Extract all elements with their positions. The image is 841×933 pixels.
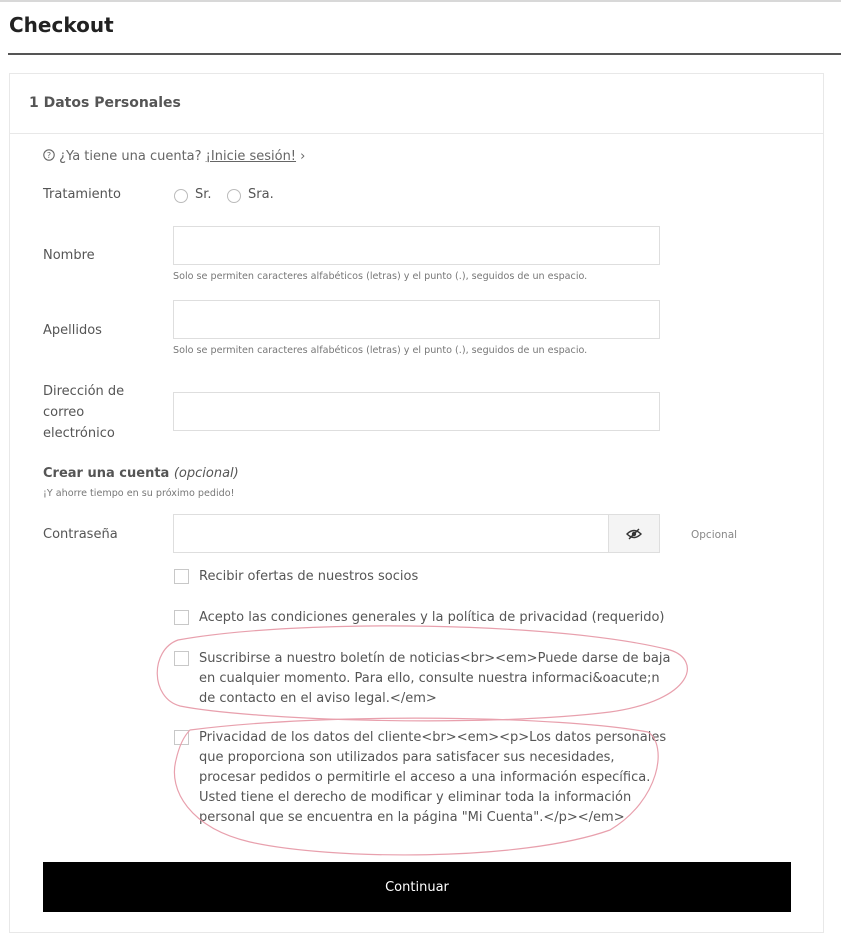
question-circle-icon — [43, 149, 55, 161]
email-label — [43, 381, 124, 444]
password-optional-note: Opcional — [691, 529, 738, 541]
radio-sra[interactable] — [227, 189, 241, 203]
title-divider — [8, 53, 841, 55]
radio-sra-label: Sra. — [248, 187, 274, 202]
newsletter-label — [199, 649, 670, 709]
svg-text:?: ? — [46, 151, 52, 160]
email-label-line: electrónico — [43, 426, 115, 441]
checkbox-text-line: Recibir ofertas de nuestros socios — [199, 569, 419, 584]
checkbox-text-line: que proporciona son utilizados para satisfacer sus necesidades, — [199, 750, 615, 765]
partner-offers-checkbox[interactable] — [174, 569, 189, 584]
email-input[interactable] — [173, 392, 660, 431]
password-input[interactable] — [173, 514, 660, 553]
login-prompt-text: ¿Ya tiene una cuenta? — [59, 149, 202, 164]
continue-button[interactable] — [43, 862, 791, 912]
first-name-input[interactable] — [173, 226, 660, 265]
password-label: Contraseña — [43, 527, 118, 542]
terms-label — [199, 608, 665, 628]
first-name-hint: Solo se permiten caracteres alfabéticos (letras) y el punto (.), seguidos de un espacio. — [173, 271, 588, 282]
terms-checkbox[interactable] — [174, 610, 189, 625]
first-name-label: Nombre — [43, 248, 95, 263]
radio-sr[interactable] — [174, 189, 188, 203]
continue-button-label: Continuar — [385, 879, 449, 895]
last-name-input[interactable] — [173, 300, 660, 339]
show-password-button[interactable] — [608, 515, 659, 552]
newsletter-checkbox[interactable] — [174, 651, 189, 666]
last-name-label: Apellidos — [43, 323, 102, 338]
create-account-text: Crear una cuenta — [43, 466, 170, 481]
create-account-optional: (opcional) — [173, 466, 239, 481]
section-title: 1 Datos Personales — [29, 95, 181, 111]
last-name-hint: Solo se permiten caracteres alfabéticos (letras) y el punto (.), seguidos de un espacio. — [173, 345, 588, 356]
checkbox-text-line: Acepto las condiciones generales y la política de privacidad (requerido) — [199, 610, 665, 625]
email-label-line: correo — [43, 405, 85, 420]
top-border — [0, 0, 841, 2]
login-prompt — [43, 149, 305, 164]
create-account-heading — [43, 466, 239, 481]
partner-offers-label — [199, 567, 418, 587]
page-title: Checkout — [9, 13, 114, 37]
checkbox-text-line: de contacto en el aviso legal.</em> — [199, 691, 437, 706]
chevron-right-icon: › — [300, 149, 306, 164]
create-account-note: ¡Y ahorre tiempo en su próximo pedido! — [43, 488, 235, 499]
privacy-label — [199, 728, 666, 828]
treatment-label: Tratamiento — [43, 187, 121, 202]
checkbox-text-line: Usted tiene el derecho de modificar y eliminar toda la información — [199, 790, 632, 805]
eye-slash-icon — [626, 528, 642, 540]
radio-sr-label: Sr. — [195, 187, 212, 202]
privacy-checkbox[interactable] — [174, 730, 189, 745]
checkbox-text-line: en cualquier momento. Para ello, consulte nuestra informaci&oacute;n — [199, 671, 660, 686]
personal-data-section — [9, 73, 824, 933]
login-link[interactable]: ¡Inicie sesión! — [205, 149, 297, 164]
checkbox-text-line: personal que se encuentra en la página "Mi Cuenta".</p></em> — [199, 810, 625, 825]
email-label-line: Dirección de — [43, 384, 125, 399]
section-header[interactable] — [10, 74, 823, 134]
checkbox-text-line: Suscribirse a nuestro boletín de noticias<br><em>Puede darse de baja — [199, 651, 671, 666]
checkbox-text-line: Privacidad de los datos del cliente<br><em><p>Los datos personales — [199, 730, 667, 745]
checkbox-text-line: procesar pedidos o permitirle el acceso a una información específica. — [199, 770, 651, 785]
